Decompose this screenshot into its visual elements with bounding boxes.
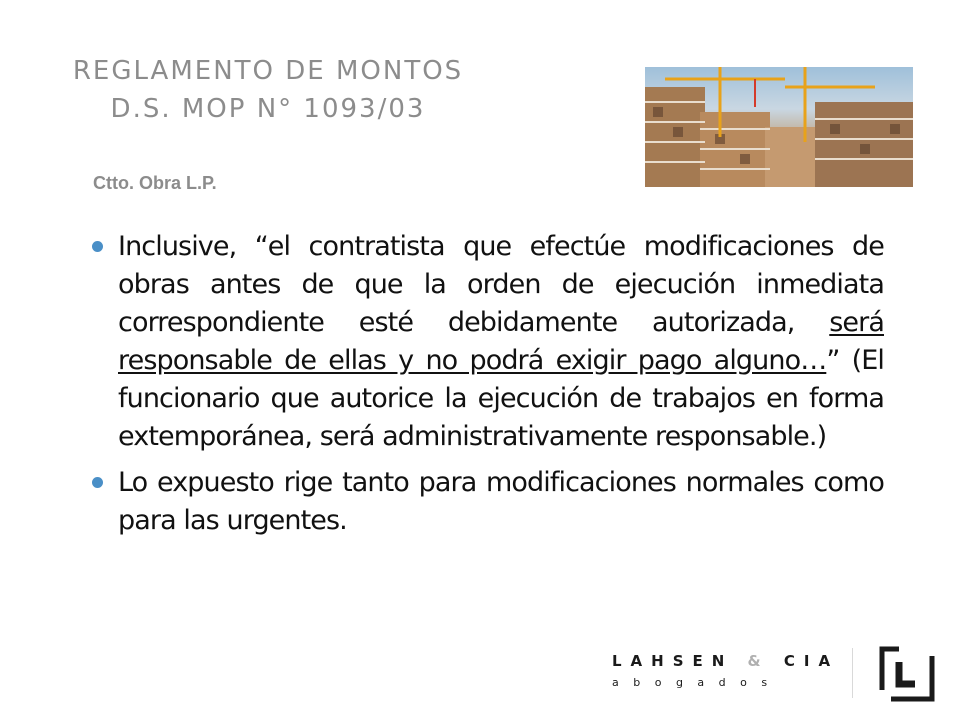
- title-line-2: D.S. MOP N° 1093/03: [110, 94, 426, 124]
- logo-name-part2: CIA: [769, 652, 840, 670]
- bullet-icon: [92, 477, 103, 488]
- bullet-list: [92, 228, 884, 548]
- logo-tagline: abogados: [612, 676, 782, 689]
- slide-subtitle: Ctto. Obra L.P.: [93, 173, 217, 193]
- title-line-1: REGLAMENTO DE MONTOS: [72, 56, 464, 86]
- logo-name: [612, 652, 839, 670]
- bullet-1-text-underlined: será responsable de ellas y no podrá exigir pago alguno…: [118, 307, 884, 376]
- bullet-2-text: Lo expuesto rige tanto para modificaciones normales como para las urgentes.: [118, 467, 884, 536]
- bullet-icon: [92, 241, 103, 252]
- bullet-item-2: [92, 464, 884, 540]
- slide-title: [48, 52, 488, 128]
- logo-ampersand: &: [747, 652, 770, 670]
- bullet-1-text-pre: Inclusive, “el contratista que efectúe modificaciones de obras antes de que la orden de ejecución inmediata correspondiente esté debidamente autorizada,: [118, 231, 884, 338]
- bullet-item-1: [92, 228, 884, 456]
- bullet-1-text-post: ” (El funcionario que autorice la ejecución de trabajos en forma extemporánea, será administrativamente responsable.): [118, 345, 884, 452]
- logo-name-part1: LAHSEN: [612, 652, 748, 670]
- construction-photo: [645, 67, 913, 187]
- company-logo-text: [612, 652, 839, 689]
- bracket-l-logo-icon: [879, 646, 935, 707]
- logo-divider: [852, 648, 853, 698]
